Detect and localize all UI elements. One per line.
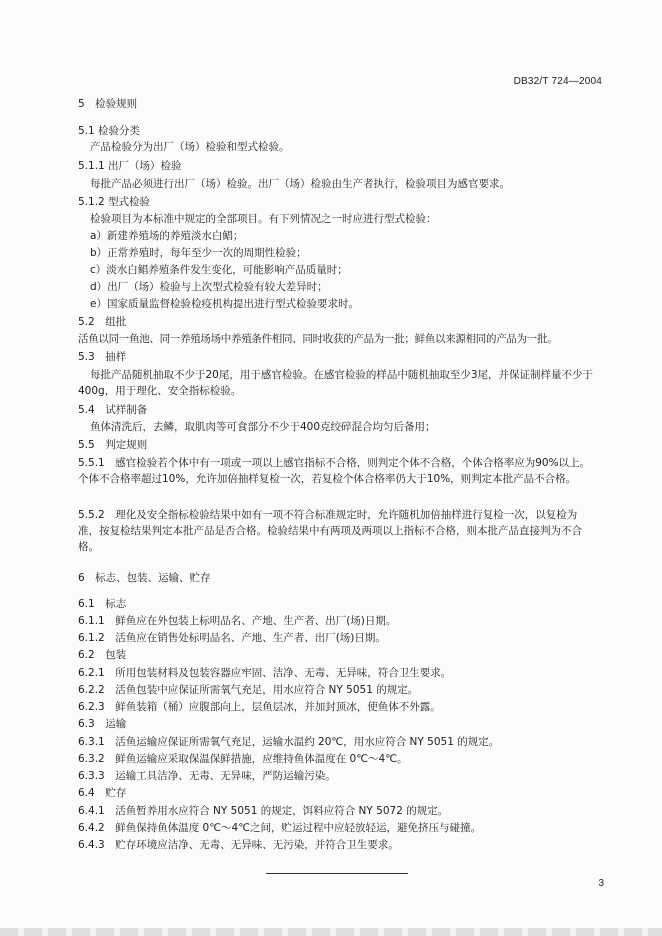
- section-5-1-2-body: 检验项目为本标准中规定的全部项目。有下列情况之一时应进行型式检验：: [90, 213, 437, 225]
- list-item: 6.1.2 活鱼应在销售处标明品名、产地、生产者、出厂(场)日期。: [78, 632, 386, 644]
- list-item: c）淡水白鲳养殖条件发生变化，可能影响产品质量时；: [90, 264, 348, 276]
- section-5-1-title: 5.1 检验分类: [78, 125, 141, 137]
- list-item: 6.3.3 运输工具洁净、无毒、无异味，严防运输污染。: [78, 770, 336, 782]
- list-item: b）正常养殖时，每年至少一次的周期性检验；: [90, 247, 307, 259]
- list-item: d）出厂（场）检验与上次型式检验有较大差异时；: [90, 281, 328, 293]
- section-5-5-title: 5.5 判定规则: [78, 439, 148, 451]
- section-5-2-title: 5.2 组批: [78, 316, 127, 328]
- section-5-3-title: 5.3 抽样: [78, 351, 127, 363]
- section-6-1-title: 6.1 标志: [78, 598, 127, 610]
- list-item: 6.4.1 活鱼暂养用水应符合 NY 5051 的规定，饵料应符合 NY 5072 的规定。: [78, 805, 449, 817]
- scan-edge-strip: [0, 928, 662, 936]
- list-item: e）国家质量监督检验检疫机构提出进行型式检验要求时。: [90, 298, 359, 310]
- end-divider: [266, 873, 408, 874]
- section-5-3-body: 每批产品随机抽取不少于20尾，用于感官检验。在感官检验的样品中随机抽取至少3尾，并保证制样量不少于400g，用于理化、安全指标检验。: [78, 369, 594, 397]
- list-item: 6.3.2 鲜鱼运输应采取保温保鲜措施，应维持鱼体温度在 0℃～4℃。: [78, 753, 408, 765]
- section-5-1-1-body: 每批产品必须进行出厂（场）检验。出厂（场）检验由生产者执行，检验项目为感官要求。: [90, 178, 510, 190]
- list-item: 6.2.1 所用包装材料及包装容器应牢固、洁净、无毒、无异味，符合卫生要求。: [78, 667, 452, 679]
- list-item: 6.3.1 活鱼运输应保证所需氧气充足，运输水温约 20℃，用水应符合 NY 5051 的规定。: [78, 736, 500, 748]
- section-5-1-body: 产品检验分为出厂（场）检验和型式检验。: [90, 141, 290, 153]
- section-5-5-1-paragraph: 5.5.1 感官检验若个体中有一项或一项以上感官指标不合格，则判定个体不合格，个体合格率应为90%以上。个体不合格率超过10%，允许加倍抽样复检一次，若复检个体合格率仍大于10%，则判定本批产品不合格。: [78, 457, 591, 485]
- page-number: 3: [598, 878, 604, 889]
- list-item: 6.2.2 活鱼包装中应保证所需氧气充足，用水应符合 NY 5051 的规定。: [78, 684, 419, 696]
- list-item: 6.4.3 贮存环境应洁净、无毒、无异味、无污染，并符合卫生要求。: [78, 839, 399, 851]
- section-6-2-title: 6.2 包装: [78, 649, 127, 661]
- section-5-4-title: 5.4 试样制备: [78, 404, 148, 416]
- section-5-1-2-title: 5.1.2 型式检验: [78, 196, 151, 208]
- section-5-4-body: 鱼体清洗后，去鳞，取肌肉等可食部分不少于400克绞碎混合均匀后备用；: [90, 421, 436, 433]
- section-5-title: 5 检验规则: [78, 98, 138, 110]
- list-item: a）新建养殖场的养殖淡水白鲳；: [90, 230, 244, 242]
- standard-code: DB32/T 724—2004: [513, 76, 602, 87]
- section-6-4-title: 6.4 贮存: [78, 787, 127, 799]
- list-item: 6.4.2 鲜鱼保持鱼体温度 0℃～4℃之间，贮运过程中应轻放轻运，避免挤压与碰撞。: [78, 822, 481, 834]
- list-item: 6.2.3 鲜鱼装箱（桶）应腹部向上，层鱼层冰，并加封顶冰，使鱼体不外露。: [78, 701, 441, 713]
- section-5-2-body: 活鱼以同一鱼池、同一养殖场场中养殖条件相同、同时收获的产品为一批；鲜鱼以来源相同的产品为一批。: [78, 333, 558, 345]
- list-item: 6.1.1 鲜鱼应在外包装上标明品名、产地、生产者、出厂(场)日期。: [78, 615, 397, 627]
- section-6-3-title: 6.3 运输: [78, 718, 127, 730]
- section-6-title: 6 标志、包装、运输、贮存: [78, 572, 211, 584]
- section-5-5-2-paragraph: 5.5.2 理化及安全指标检验结果中如有一项不符合标准规定时，允许随机加倍抽样进行复检一次，以复检为准，按复检结果判定本批产品是否合格。检验结果中有两项及两项以上指标不合格，则本批产品直接判为不合格。: [78, 509, 582, 553]
- section-5-1-1-title: 5.1.1 出厂（场）检验: [78, 160, 182, 172]
